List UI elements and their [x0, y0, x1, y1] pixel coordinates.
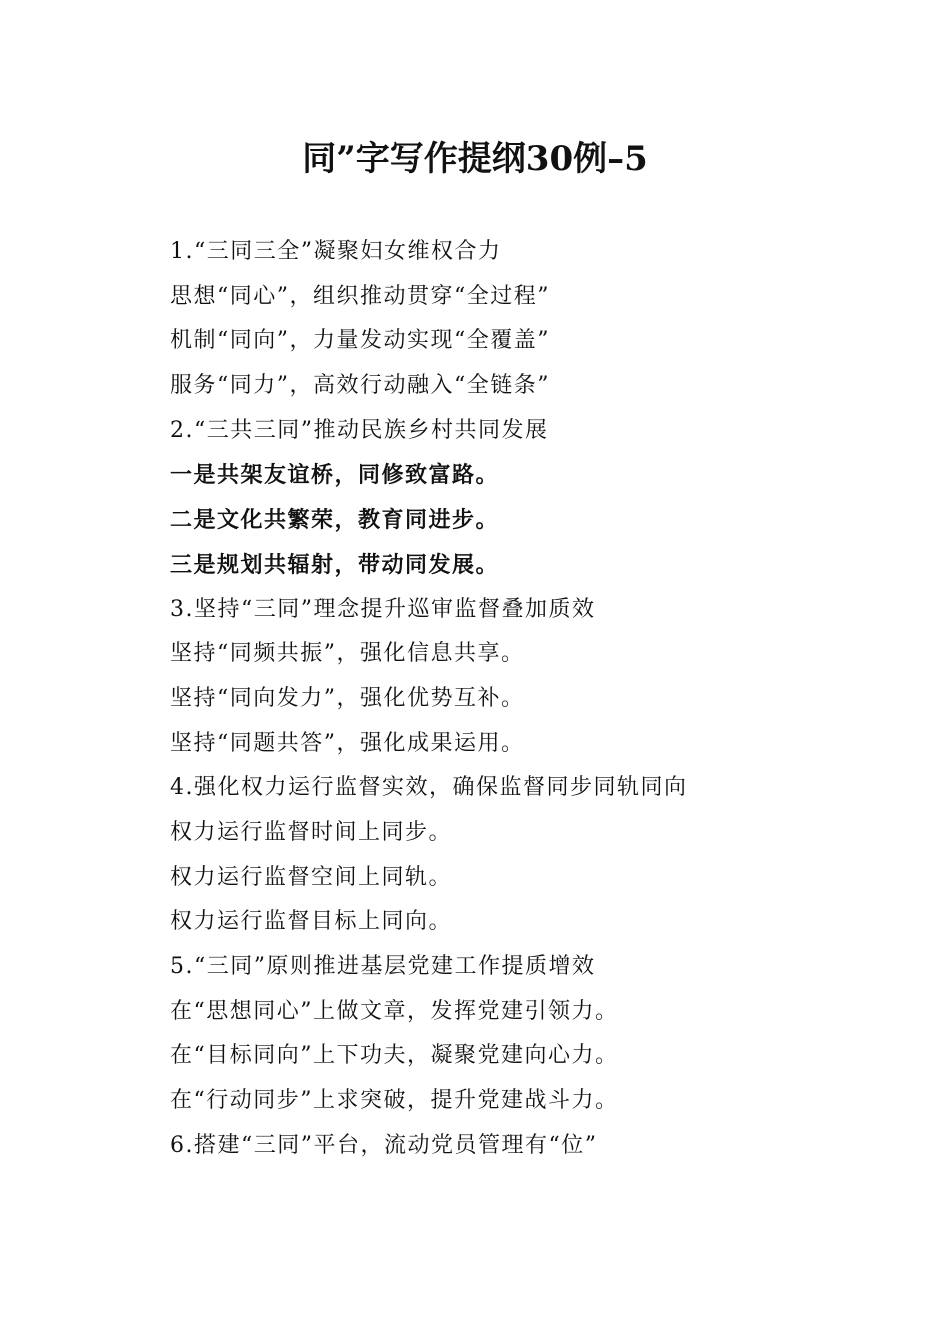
- body-line: 权力运行监督目标上同向。: [170, 909, 453, 935]
- body-line: 在“目标同向”上下功夫，凝聚党建向心力。: [170, 1043, 619, 1069]
- body-line: 3.坚持“三同”理念提升巡审监督叠加质效: [170, 596, 596, 622]
- document-title: 同”字写作提纲30例–5: [302, 139, 648, 179]
- body-line: 2.“三共三同”推动民族乡村共同发展: [170, 417, 549, 443]
- body-line: 在“思想同心”上做文章，发挥党建引领力。: [170, 998, 619, 1024]
- body-line: 三是规划共辐射，带动同发展。: [170, 551, 500, 578]
- body-line: 机制“同向”，力量发动实现“全覆盖”: [170, 328, 550, 354]
- body-line: 权力运行监督空间上同轨。: [170, 864, 453, 890]
- body-line: 坚持“同题共答”，强化成果运用。: [170, 730, 525, 756]
- body-line: 1.“三同三全”凝聚妇女维权合力: [170, 239, 502, 264]
- body-line: 一是共架友谊桥，同修致富路。: [170, 462, 500, 489]
- body-line: 坚持“同频共振”，强化信息共享。: [170, 641, 525, 667]
- body-line: 4.强化权力运行监督实效，确保监督同步同轨同向: [170, 775, 688, 801]
- body-line: 5.“三同”原则推进基层党建工作提质增效: [170, 954, 596, 979]
- body-line: 权力运行监督时间上同步。: [170, 819, 453, 845]
- body-line: 服务“同力”，高效行动融入“全链条”: [170, 373, 550, 399]
- body-line: 二是文化共繁荣，教育同进步。: [170, 507, 500, 534]
- body-line: 6.搭建“三同”平台，流动党员管理有“位”: [170, 1132, 598, 1158]
- body-line: 坚持“同向发力”，强化优势互补。: [170, 685, 525, 711]
- body-line: 思想“同心”，组织推动贯穿“全过程”: [170, 283, 550, 309]
- document-body: [170, 230, 870, 1168]
- body-line: 在“行动同步”上求突破，提升党建战斗力。: [170, 1088, 619, 1114]
